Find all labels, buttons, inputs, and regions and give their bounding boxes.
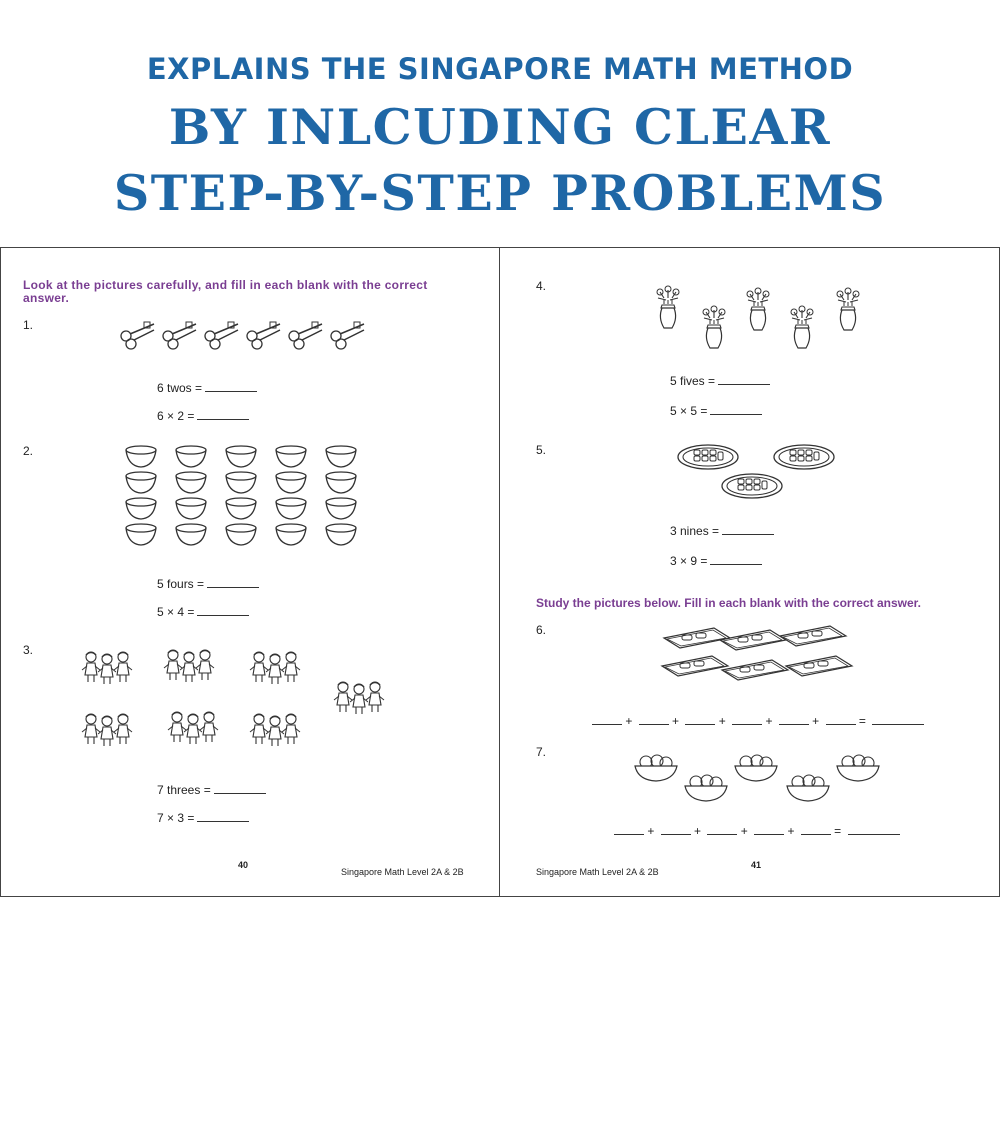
left-page-number: 40 — [238, 860, 249, 870]
problem-4-number: 4. — [536, 279, 547, 293]
scissors-icon — [163, 322, 196, 349]
problem-7-picture — [632, 752, 887, 804]
problem-1-eq1 — [157, 379, 257, 395]
scissors-icon — [331, 322, 364, 349]
problem-4-eq2-text: 5 × 5 = — [670, 404, 708, 418]
problem-6-number: 6. — [536, 623, 547, 637]
problem-4-eq2 — [670, 402, 762, 418]
problem-1-eq1-text: 6 twos = — [157, 381, 203, 395]
equals-sign: = — [858, 714, 866, 728]
problem-3-eq2 — [157, 809, 249, 825]
page-divider — [499, 247, 500, 897]
answer-blank[interactable] — [592, 712, 622, 725]
answer-blank[interactable] — [779, 712, 809, 725]
answer-blank[interactable] — [614, 822, 644, 835]
problem-4-eq1-text: 5 fives = — [670, 374, 716, 388]
problem-6-equation — [592, 712, 924, 728]
right-page-footer: Singapore Math Level 2A & 2B — [536, 867, 659, 877]
answer-blank[interactable] — [197, 407, 249, 420]
scissors-icon — [205, 322, 238, 349]
problem-3-eq1-text: 7 threes = — [157, 783, 211, 797]
plus-sign: + — [718, 714, 726, 728]
answer-blank[interactable] — [801, 822, 831, 835]
answer-blank[interactable] — [848, 822, 900, 835]
answer-blank[interactable] — [707, 822, 737, 835]
problem-2-eq1-text: 5 fours = — [157, 577, 205, 591]
plus-sign: + — [694, 824, 702, 838]
scissors-icon — [289, 322, 322, 349]
plus-sign: + — [625, 714, 633, 728]
problem-5-picture — [675, 440, 840, 502]
problem-1-number: 1. — [23, 318, 34, 332]
answer-blank[interactable] — [722, 522, 774, 535]
problem-3-eq2-text: 7 × 3 = — [157, 811, 195, 825]
problem-5-eq2-text: 3 × 9 = — [670, 554, 708, 568]
problem-7-equation — [614, 822, 900, 838]
answer-blank[interactable] — [685, 712, 715, 725]
plus-sign: + — [672, 714, 680, 728]
answer-blank[interactable] — [754, 822, 784, 835]
problem-3-number: 3. — [23, 643, 34, 657]
problem-1-picture — [120, 318, 370, 354]
problem-2-eq2-text: 5 × 4 = — [157, 605, 195, 619]
problem-6-picture — [662, 626, 857, 684]
left-page-footer: Singapore Math Level 2A & 2B — [341, 867, 464, 877]
problem-7-number: 7. — [536, 745, 547, 759]
scissors-icon — [247, 322, 280, 349]
problem-2-eq2 — [157, 603, 249, 619]
answer-blank[interactable] — [661, 822, 691, 835]
answer-blank[interactable] — [197, 809, 249, 822]
problem-1-eq2 — [157, 407, 249, 423]
right-page-number: 41 — [751, 860, 762, 870]
answer-blank[interactable] — [710, 552, 762, 565]
problem-3-eq1 — [157, 781, 266, 797]
plus-sign: + — [647, 824, 655, 838]
answer-blank[interactable] — [872, 712, 924, 725]
problem-5-eq1-text: 3 nines = — [670, 524, 720, 538]
problem-5-eq1 — [670, 522, 774, 538]
problem-2-number: 2. — [23, 444, 34, 458]
plus-sign: + — [740, 824, 748, 838]
scissors-icon — [121, 322, 154, 349]
answer-blank[interactable] — [207, 575, 259, 588]
problem-1-eq2-text: 6 × 2 = — [157, 409, 195, 423]
problem-2-picture — [125, 446, 365, 554]
header-line-2: BY INLCUDING CLEAR — [168, 98, 832, 156]
problem-5-number: 5. — [536, 443, 547, 457]
answer-blank[interactable] — [197, 603, 249, 616]
left-instruction: Look at the pictures carefully, and fill in each blank with the correct answer. — [23, 278, 428, 305]
answer-blank[interactable] — [214, 781, 266, 794]
answer-blank[interactable] — [732, 712, 762, 725]
header-line-3: STEP-BY-STEP PROBLEMS — [113, 164, 887, 222]
answer-blank[interactable] — [205, 379, 257, 392]
problem-4-eq1 — [670, 372, 770, 388]
problem-3-picture — [80, 645, 410, 760]
problem-4-picture — [648, 278, 873, 354]
plus-sign: + — [812, 714, 820, 728]
plus-sign: + — [765, 714, 773, 728]
answer-blank[interactable] — [639, 712, 669, 725]
header-line-1: EXPLAINS THE SINGAPORE MATH METHOD — [146, 52, 854, 86]
problem-2-eq1 — [157, 575, 259, 591]
answer-blank[interactable] — [710, 402, 762, 415]
equals-sign: = — [834, 824, 842, 838]
answer-blank[interactable] — [718, 372, 770, 385]
plus-sign: + — [787, 824, 795, 838]
problem-5-eq2 — [670, 552, 762, 568]
answer-blank[interactable] — [826, 712, 856, 725]
right-instruction: Study the pictures below. Fill in each blank with the correct answer. — [536, 596, 921, 610]
